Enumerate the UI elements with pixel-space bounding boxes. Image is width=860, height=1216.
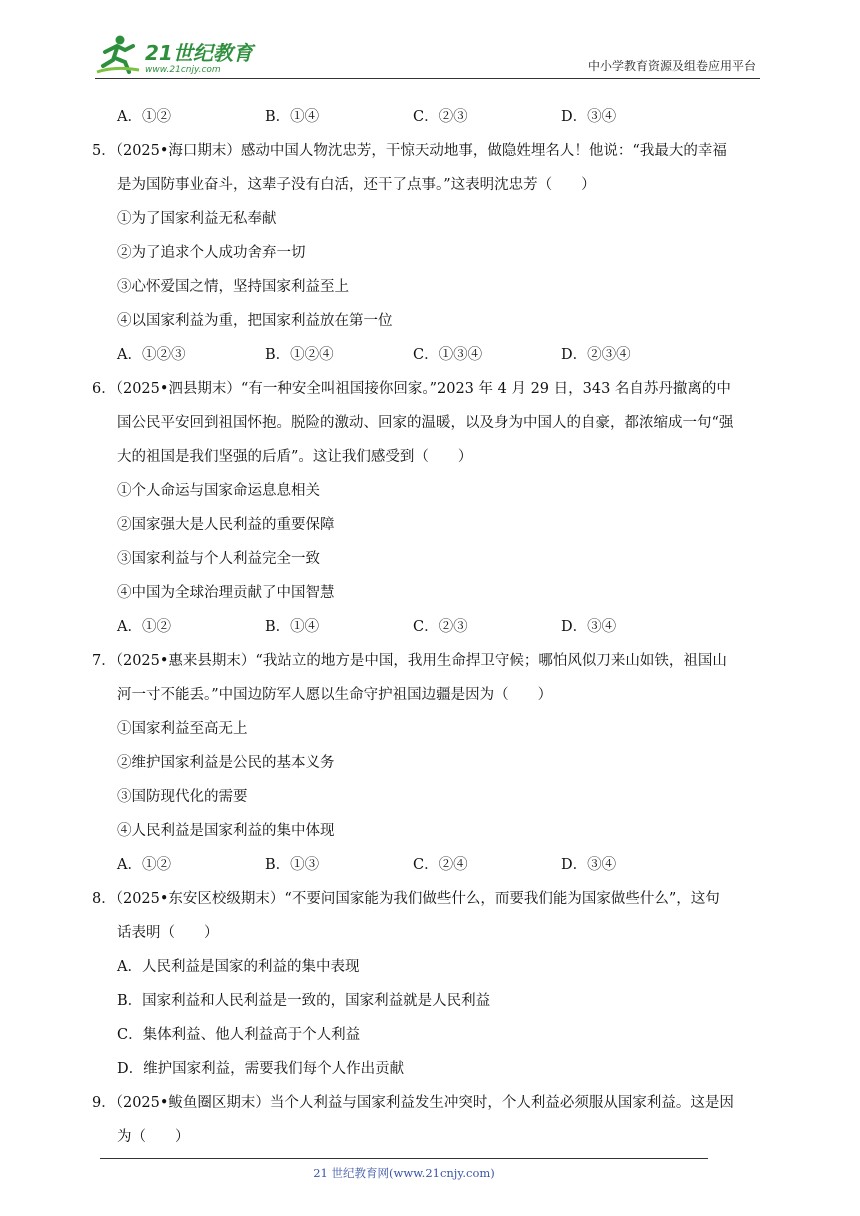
option-d: D．②③④: [561, 347, 631, 363]
option-b: B．①③: [265, 857, 320, 873]
q6-stem-line-2: 国公民平安回到祖国怀抱。脱险的激动、回家的温暖，以及身为中国人的自豪，都浓缩成一句“强: [117, 415, 734, 431]
q7-item-3: ③国防现代化的需要: [117, 789, 248, 805]
q9-stem-line-1: 9．（2025•鲅鱼圈区期末）当个人利益与国家利益发生冲突时，个人利益必须服从国家利益。这是因: [92, 1095, 734, 1111]
q5-item-3: ③心怀爱国之情，坚持国家利益至上: [117, 279, 349, 295]
page-header: [95, 30, 760, 79]
option-d: D．③④: [561, 109, 617, 125]
footer-divider: [100, 1158, 708, 1159]
option-d: D．③④: [561, 619, 617, 635]
q6-item-3: ③国家利益与个人利益完全一致: [117, 551, 320, 567]
q5-stem-line-1: 5．（2025•海口期末）感动中国人物沈忠芳，干惊天动地事，做隐姓埋名人！他说：“我最大的幸福: [92, 143, 727, 159]
q7-item-4: ④人民利益是国家利益的集中体现: [117, 823, 335, 839]
q6-stem-line-3: 大的祖国是我们坚强的后盾”。这让我们感受到（ ）: [117, 449, 473, 465]
option-b: B．①②④: [265, 347, 334, 363]
q8-option-c: C．集体利益、他人利益高于个人利益: [117, 1027, 361, 1043]
option-a: A．①②: [117, 857, 171, 873]
q8-option-d: D．维护国家利益，需要我们每个人作出贡献: [117, 1061, 405, 1077]
option-c: C．②③: [413, 619, 468, 635]
q6-item-2: ②国家强大是人民利益的重要保障: [117, 517, 335, 533]
option-c: C．①③④: [413, 347, 483, 363]
site-logo: [95, 32, 270, 76]
logo-url: www.21cnjy.com: [145, 65, 221, 75]
q8-stem-line-1: 8．（2025•东安区校级期末）“不要问国家能为我们做些什么，而要我们能为国家做些什么”，这句: [92, 891, 720, 907]
q7-options: [92, 848, 772, 882]
q6-item-1: ①个人命运与国家命运息息相关: [117, 483, 320, 499]
option-b: B．①④: [265, 109, 320, 125]
q5-item-2: ②为了追求个人成功舍弃一切: [117, 245, 306, 261]
q7-item-1: ①国家利益至高无上: [117, 721, 248, 737]
q5-stem-line-2: 是为国防事业奋斗，这辈子没有白活，还干了点事。”这表明沈忠芳（ ）: [117, 177, 596, 193]
q8-stem-line-2: 话表明（ ）: [117, 925, 219, 941]
q5-options: [92, 338, 772, 372]
q4-options: [92, 100, 772, 134]
q7-stem-line-2: 河一寸不能丢。”中国边防军人愿以生命守护祖国边疆是因为（ ）: [117, 687, 553, 703]
question-content: [92, 100, 772, 1154]
platform-name: 中小学教育资源及组卷应用平台: [587, 59, 756, 73]
option-a: A．①②: [117, 109, 171, 125]
q9-stem-line-2: 为（ ）: [117, 1129, 190, 1145]
option-c: C．②④: [413, 857, 468, 873]
option-c: C．②③: [413, 109, 468, 125]
option-a: A．①②③: [117, 347, 186, 363]
logo-text: 21世纪教育: [145, 41, 253, 65]
option-d: D．③④: [561, 857, 617, 873]
page-footer[interactable]: 21 世纪教育网(www.21cnjy.com): [313, 1166, 495, 1180]
q6-stem-line-1: 6．（2025•泗县期末）“有一种安全叫祖国接你回家。”2023 年 4 月 29 日，343 名自苏丹撤离的中: [92, 381, 731, 397]
option-a: A．①②: [117, 619, 171, 635]
q8-option-a: A．人民利益是国家的利益的集中表现: [117, 959, 360, 975]
option-b: B．①④: [265, 619, 320, 635]
q6-item-4: ④中国为全球治理贡献了中国智慧: [117, 585, 335, 601]
q6-options: [92, 610, 772, 644]
q7-item-2: ②维护国家利益是公民的基本义务: [117, 755, 335, 771]
q5-item-4: ④以国家利益为重，把国家利益放在第一位: [117, 313, 393, 329]
q5-item-1: ①为了国家利益无私奉献: [117, 211, 277, 227]
q7-stem-line-1: 7．（2025•惠来县期末）“我站立的地方是中国，我用生命捍卫守候；哪怕风似刀来山如铁，祖国山: [92, 653, 727, 669]
q8-option-b: B．国家利益和人民利益是一致的，国家利益就是人民利益: [117, 993, 491, 1009]
